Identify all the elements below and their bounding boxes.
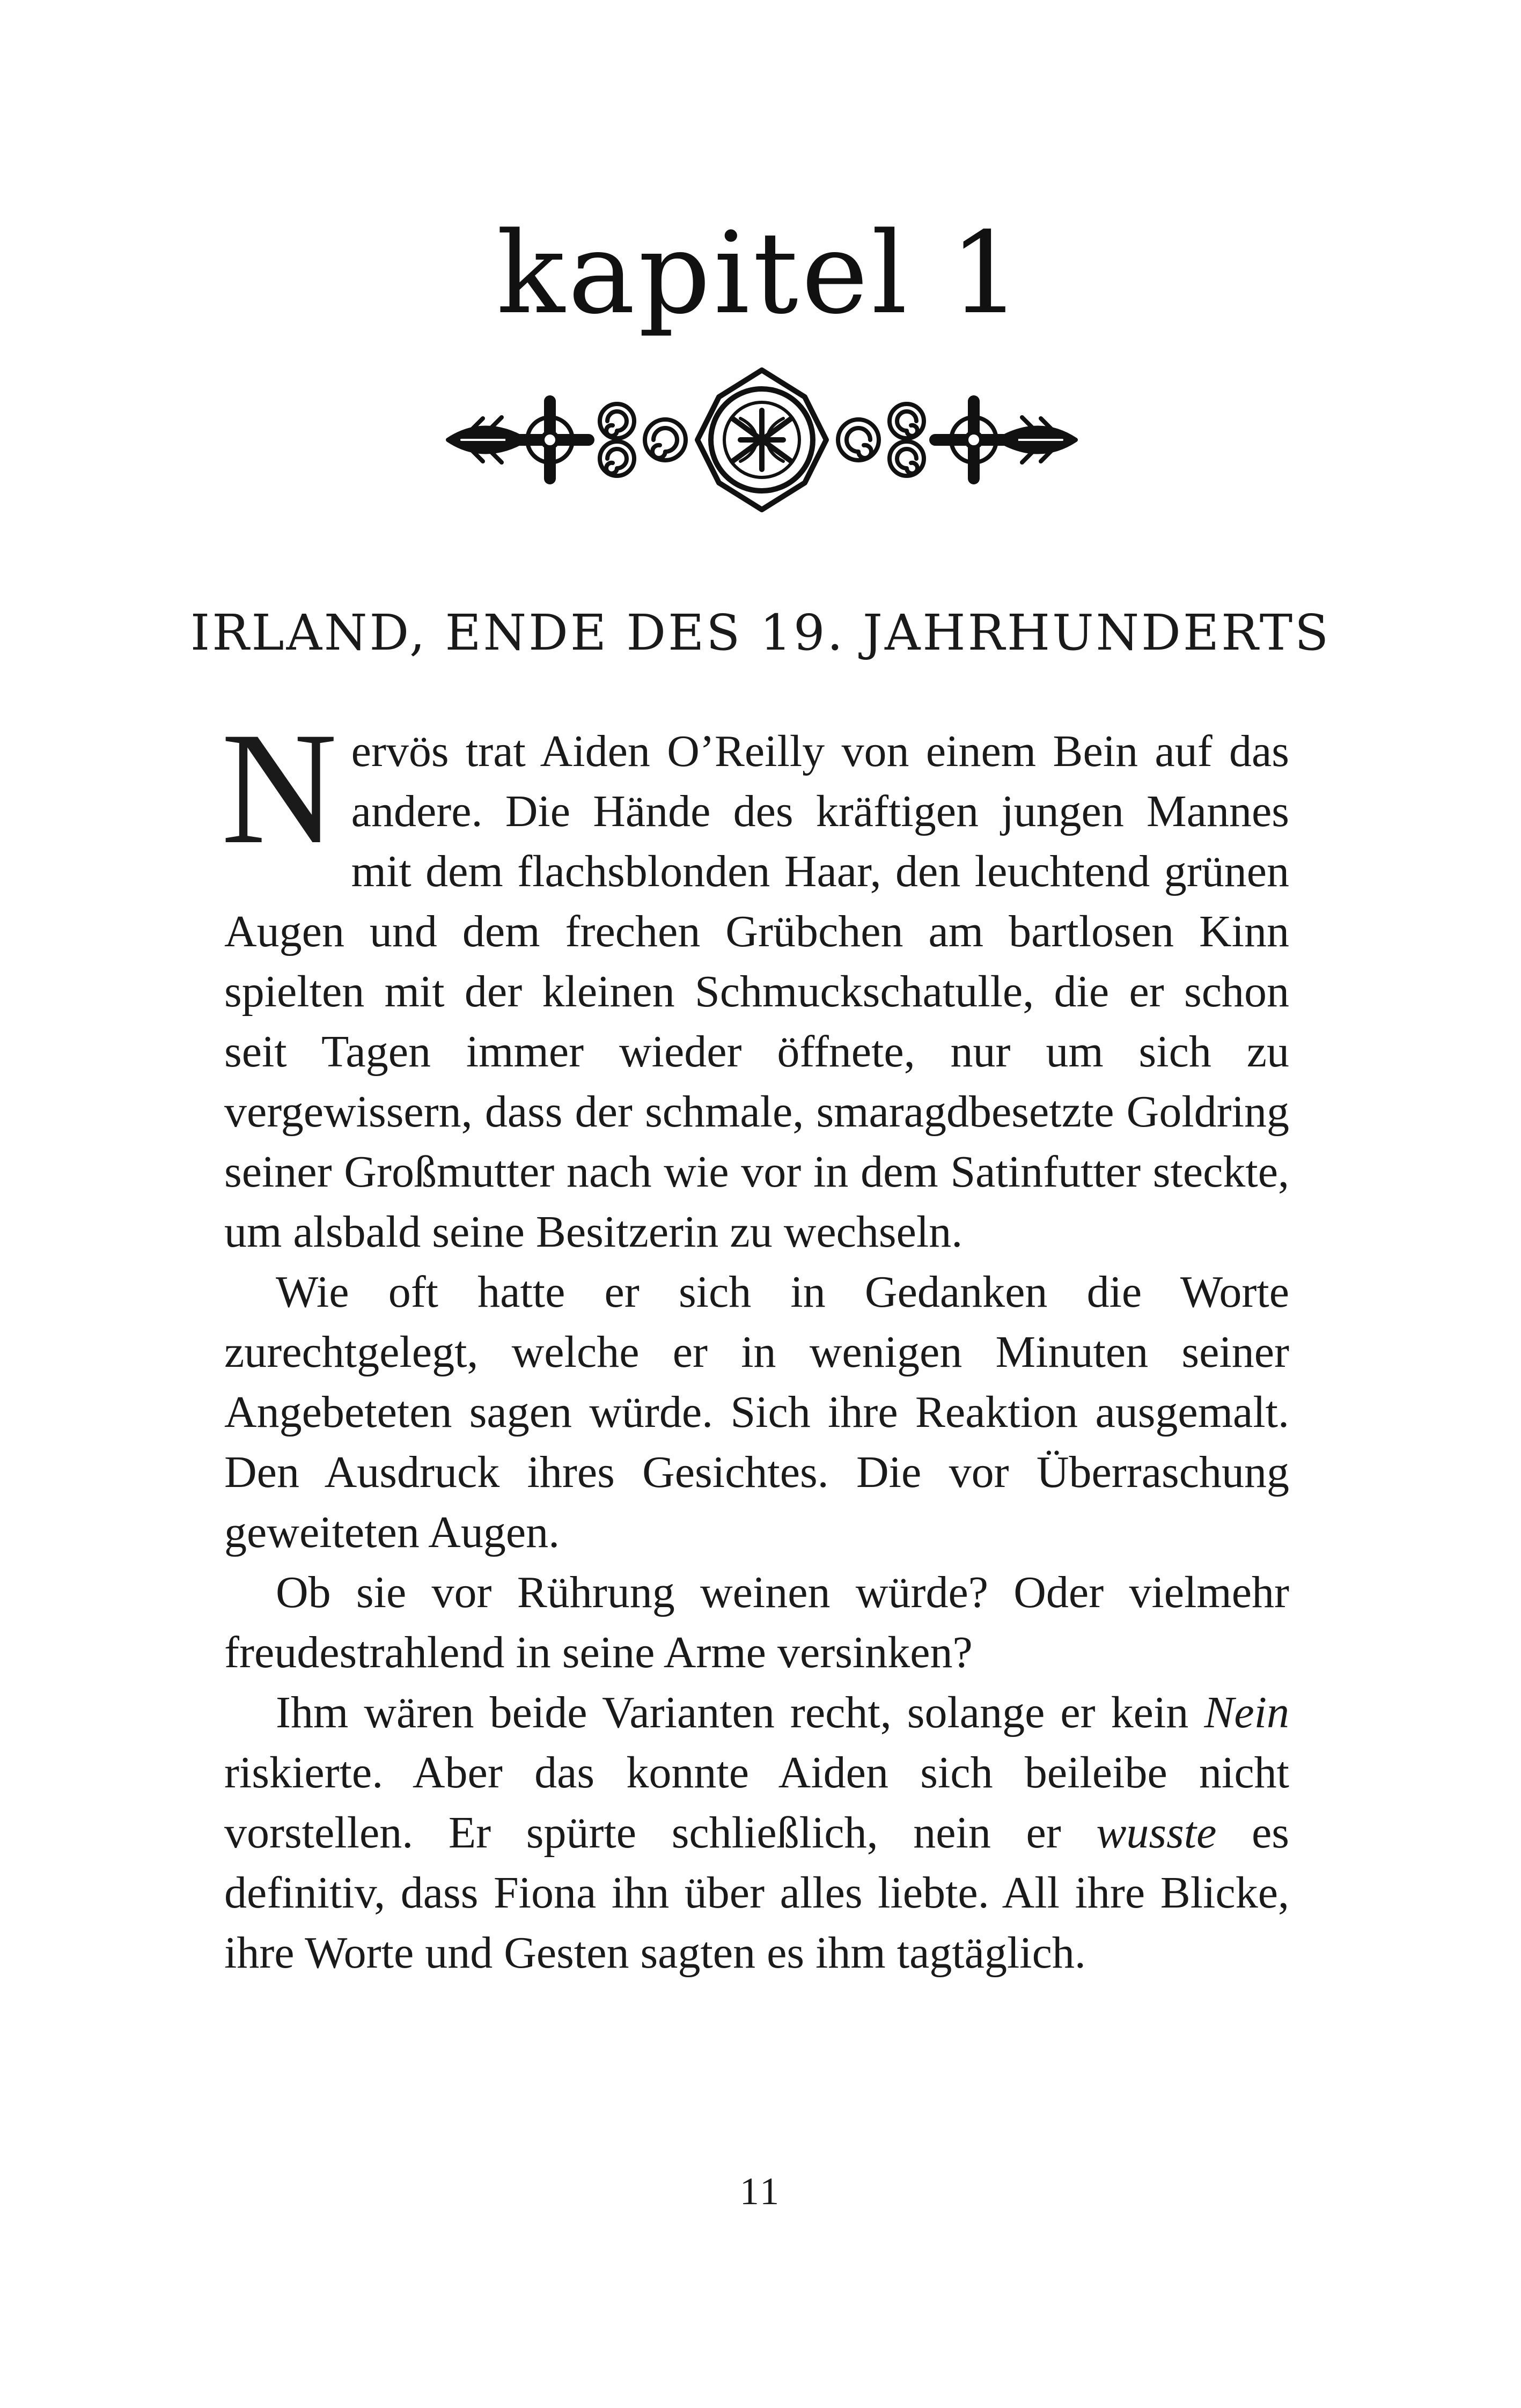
paragraph-4-part-b: riskierte. Aber das konnte Aiden sich beileibe nicht vorstellen. Er spürte schließlich, nein er [224, 1748, 1289, 1858]
paragraph-4-part-c: es definitiv, dass Fiona ihn über alles liebte. All ihre Blicke, ihre Worte und Gesten sagten es ihm tagtäglich. [224, 1808, 1289, 1978]
drop-cap: N [221, 699, 337, 877]
paragraph-3: Ob sie vor Rührung weinen würde? Oder vielmehr freudestrahlend in seine Arme versinken? [224, 1567, 1289, 1677]
celtic-knot-ornament-icon [440, 359, 1084, 520]
emphasis-wusste: wusste [1096, 1808, 1217, 1858]
page-number: 11 [739, 2170, 782, 2213]
paragraph-1-text: ervös trat Aiden O’Reilly von einem Bein auf das andere. Die Hände des kräftigen jungen Mannes mit dem flachsblonden Haar, den leuchtend grünen Augen und dem frechen Grübchen am bartlosen Kinn spielten mit der kleinen Schmuckschatulle, die er schon seit Tagen immer wieder öffnete, nur um sich zu vergewissern, dass der schmale, smaragdbesetzte Goldring seiner Großmutter nach wie vor in dem Satinfutter steckte, um alsbald seine Besitzerin zu wechseln. [224, 726, 1289, 1257]
body-text [221, 699, 1289, 1983]
paragraph-4-part-a: Ihm wären beide Varianten recht, solange er kein [276, 1688, 1204, 1737]
chapter-title: kapitel 1 [496, 208, 1025, 339]
setting-subtitle: IRLAND, ENDE DES 19. JAHRHUNDERTS [190, 604, 1331, 661]
paragraph-1 [221, 699, 1289, 1262]
paragraph-4 [224, 1683, 1289, 1983]
emphasis-nein: Nein [1204, 1688, 1289, 1737]
paragraph-2: Wie oft hatte er sich in Gedanken die Worte zurechtgelegt, welche er in wenigen Minuten seiner Angebeteten sagen würde. Sich ihre Reaktion ausgemalt. Den Ausdruck ihres Gesichtes. Die vor Überraschung geweiteten Augen. [224, 1267, 1289, 1557]
